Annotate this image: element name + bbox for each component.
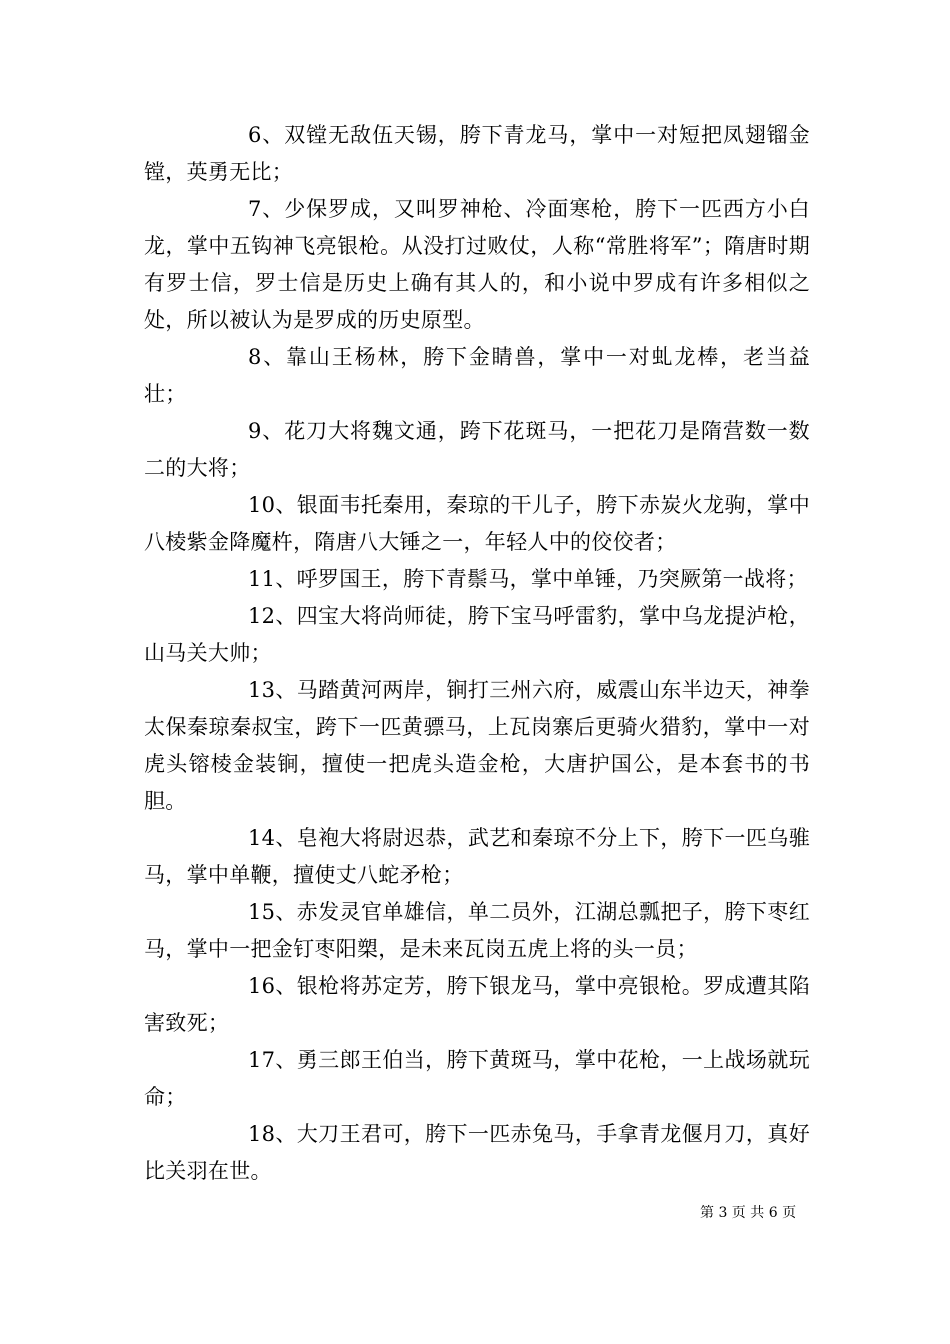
paragraph-9: 9、花刀大将魏文通，跨下花斑马，一把花刀是隋营数一数二的大将； [144, 419, 810, 480]
paragraph-17: 17、勇三郎王伯当，胯下黄斑马，掌中花枪，一上战场就玩命； [144, 1048, 810, 1109]
page-number-footer: 第 3 页 共 6 页 [700, 1205, 797, 1221]
body-text [144, 117, 810, 1190]
paragraph-10: 10、银面韦托秦用，秦琼的干儿子，胯下赤炭火龙驹，掌中八棱紫金降魔杵，隋唐八大锤之一，年轻人中的佼佼者； [144, 493, 810, 554]
paragraph-8: 8、靠山王杨林，胯下金睛兽，掌中一对虬龙棒，老当益壮； [144, 345, 810, 406]
paragraph-14: 14、皂袍大将尉迟恭，武艺和秦琼不分上下，胯下一匹乌骓马，掌中单鞭，擅使丈八蛇矛枪； [144, 826, 810, 887]
paragraph-13: 13、马踏黄河两岸，锏打三州六府，威震山东半边天，神拳太保秦琼秦叔宝，跨下一匹黄骠马，上瓦岗寨后更骑火猎豹，掌中一对虎头镕棱金装锏，擅使一把虎头造金枪，大唐护国公，是本套书的书胆。 [144, 678, 810, 813]
paragraph-11: 11、呼罗国王，胯下青鬃马，掌中单锤，乃突厥第一战将； [248, 567, 808, 591]
paragraph-6: 6、双镗无敌伍天锡，胯下青龙马，掌中一对短把凤翅镏金镗，英勇无比； [144, 123, 810, 184]
paragraph-15: 15、赤发灵官单雄信，单二员外，江湖总瓢把子，胯下枣红马，掌中一把金钉枣阳槊，是未来瓦岗五虎上将的头一员； [144, 900, 810, 961]
paragraph-18: 18、大刀王君可，胯下一匹赤兔马，手拿青龙偃月刀，真好比关羽在世。 [144, 1122, 810, 1183]
paragraph-12: 12、四宝大将尚师徒，胯下宝马呼雷豹，掌中乌龙提泸枪，山马关大帅； [144, 604, 810, 665]
paragraph-16: 16、银枪将苏定芳，胯下银龙马，掌中亮银枪。罗成遭其陷害致死； [144, 974, 810, 1035]
paragraph-7: 7、少保罗成，又叫罗神枪、冷面寒枪，胯下一匹西方小白龙，掌中五钩神飞亮银枪。从没打过败仗，人称“常胜将军”；隋唐时期有罗士信，罗士信是历史上确有其人的，和小说中罗成有许多相似之处，所以被认为是罗成的历史原型。 [144, 197, 810, 332]
